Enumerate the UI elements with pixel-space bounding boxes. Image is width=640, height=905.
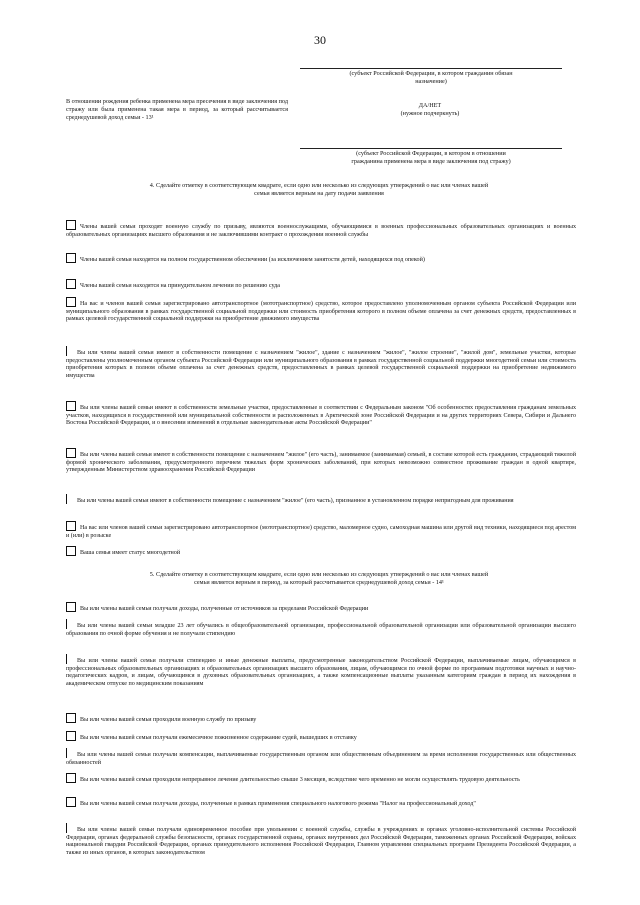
section-5-heading [64, 571, 574, 587]
item-text: Вы или члены вашей семьи имеют в собственности помещение с назначением "жилое" (его часть), занимаемое (занимаемая) семьей, в составе которой есть гражданин, страдающий тяжелой формой хронического заболевания, предусмотренного перечнем тяжелых форм хронических заболеваний, при которых невозможно совместное проживание граждан в одной квартире, утвержденным Министерством здравоохранения Российской Федерации [66, 452, 576, 474]
checkbox[interactable] [66, 654, 73, 664]
checkbox-item [66, 748, 576, 767]
item-text: Члены вашей семьи находятся на полном государственном обеспечении (за исключением занятости детей, находящихся под опекой) [80, 257, 425, 263]
item-text: Вы или члены вашей семьи проходили военную службу по призыву [80, 717, 257, 723]
checkbox-item [66, 713, 576, 725]
yes-no-value: ДА/НЕТ [418, 102, 442, 109]
item-text: Вы или члены вашей семьи младше 23 лет обучались в общеобразовательной организации, профессиональной образовательной организации или образовательной организации высшего образования по очной форме обучения и не получали стипендию [66, 623, 576, 637]
checkbox[interactable] [66, 220, 76, 230]
checkbox[interactable] [66, 253, 76, 263]
page-number: 30 [314, 33, 326, 47]
yes-no-choice [370, 102, 490, 118]
item-text: Вы или члены вашей семьи получали доходы, полученные в рамках применения специального налогового режима "Налог на профессиональный доход" [80, 801, 476, 807]
blank-line [300, 148, 562, 149]
subject-note-line-1: (субъект Российской Федерации, в котором гражданин обязан [349, 70, 513, 77]
item-text: Вы или члены вашей семьи получали компенсации, выплачиваемые государственным органом или общественным объединением за время исполнения государственных или общественных обязанностей [66, 752, 576, 766]
checkbox[interactable] [66, 448, 76, 458]
checkbox[interactable] [66, 748, 73, 758]
checkbox-item [66, 823, 576, 857]
checkbox-item [66, 773, 576, 785]
item-text: Вы или члены вашей семьи имеют в собственности помещение с назначением "жилое", здание с назначением "жилое", "жилое строение", "жилой дом", земельные участки, которые предоставлены уполномоченным органом субъекта Российской Федерации или муниципального образования в рамках государственной социальной поддержки многодетной семьи или стоимость приобретения которых в полном объеме оплачена за счет денежных средств, предоставленных в рамках целевой государственной социальной поддержки на приобретение недвижимого имущества [66, 350, 576, 379]
checkbox[interactable] [66, 546, 76, 556]
item-text: Вы или члены вашей семьи проходили непрерывное лечение длительностью свыше 3 месяцев, вследствие чего временно не могли осуществлять трудовую деятельность [80, 777, 520, 783]
checkbox[interactable] [66, 602, 76, 612]
checkbox[interactable] [66, 494, 73, 504]
yes-no-note: (нужное подчеркнуть) [400, 110, 460, 117]
checkbox[interactable] [66, 297, 76, 307]
checkbox[interactable] [66, 346, 73, 356]
section-5-heading-line-2: семьи является верным в период, за который рассчитывается среднедушевой доход семьи - 14¹ [194, 579, 444, 586]
checkbox-item [66, 602, 576, 614]
checkbox-item [66, 253, 576, 265]
detention-statement: В отношении рождения ребенка применена мера пресечения в виде заключения под стражу или была применена такая мера в период, за который рассчитывается среднедушевой доход семьи - 13¹ [66, 98, 288, 121]
subject-note-line-4: гражданина применена мера в виде заключения под стражу) [351, 158, 511, 165]
checkbox-item [66, 297, 576, 324]
subject-note-line-3: (субъект Российской Федерации, в котором в отношении [356, 150, 506, 157]
checkbox-item [66, 448, 576, 475]
section-4-heading [64, 182, 574, 198]
item-text: На вас или членов вашей семьи зарегистрировано автотранспортное (мототранспортное) средство, маломерное судно, самоходная машина или другой вид техники, находящиеся под арестом и (или) в розыске [66, 525, 576, 539]
section-4-heading-line-2: семьи является верным на дату подачи заявления [254, 190, 384, 197]
checkbox[interactable] [66, 773, 76, 783]
section-4-heading-line-1: 4. Сделайте отметку в соответствующем квадрате, если одно или несколько из следующих утверждений о вас или членах вашей [149, 182, 489, 189]
blank-line [300, 68, 562, 69]
item-text: Вы или члены вашей семьи получали единовременное пособие при увольнении с военной службы, службы в учреждениях и органах уголовно-исполнительной системы Российской Федерации, органах федеральной службы безопасности, органах государственной охраны, органах внутренних дел Российской Федерации, таможенных органах Российской Федерации, войсках национальной гвардии Российской Федерации, органах принудительного исполнения Российской Федерации, Главном управлении специальных программ Президента Российской Федерации, а также из иных органов, в которых законодательством [66, 827, 576, 856]
checkbox-item [66, 220, 576, 239]
checkbox-item [66, 401, 576, 428]
item-text: Вы или члены вашей семьи получали стипендию и иные денежные выплаты, предусмотренные законодательством Российской Федерации, выплачиваемые лицам, обучающимся в профессиональных образовательных организациях и образовательных организациях высшего образования, лицам, обучающимся по очной форме по программам подготовки научных и научно-педагогических кадров, и лицам, обучающимся в духовных образовательных организациях, а также компенсационные выплаты указанным категориям граждан в период их нахождения в академическом отпуске по медицинским показаниям [66, 658, 576, 687]
checkbox-item [66, 279, 576, 291]
item-text: На вас и членов вашей семьи зарегистрировано автотранспортное (мототранспортное) средство, которое предоставлено уполномоченным органом субъекта Российской Федерации или муниципального образования в рамках государственной социальной поддержки или стоимость приобретения которого в полном объеме оплачена за счет денежных средств, предоставленных в рамках целевой государственной социальной поддержки на приобретение движимого имущества [66, 301, 576, 323]
checkbox-item [66, 546, 576, 558]
checkbox[interactable] [66, 797, 76, 807]
checkbox-item [66, 797, 576, 809]
subject-note-line-2: назначение) [415, 78, 447, 85]
checkbox-item [66, 731, 576, 743]
item-text: Вы или члены вашей семьи получали ежемесячное пожизненное содержание судей, вышедших в отставку [80, 735, 357, 741]
checkbox[interactable] [66, 279, 76, 289]
item-text: Вы или члены вашей семьи получали доходы, полученные от источников за пределами Российской Федерации [80, 606, 369, 612]
checkbox[interactable] [66, 713, 76, 723]
checkbox-item [66, 619, 576, 638]
item-text: Члены вашей семьи находятся на принудительном лечении по решению суда [80, 283, 280, 289]
item-text: Ваша семья имеет статус многодетной [80, 550, 181, 556]
subject-note-top [300, 68, 562, 86]
checkbox[interactable] [66, 823, 73, 833]
checkbox-item [66, 654, 576, 688]
item-text: Члены вашей семьи проходят военную службу по призыву, являются военнослужащими, обучающимися в военных профессиональных образовательных организациях и военных образовательных организациях высшего образования и не заключившими контракт о прохождении военной службы [66, 224, 576, 238]
subject-note-bottom [300, 148, 562, 166]
checkbox[interactable] [66, 521, 76, 531]
section-5-heading-line-1: 5. Сделайте отметку в соответствующем квадрате, если одно или несколько из следующих утверждений о вас или членах вашей [149, 571, 489, 578]
checkbox-item [66, 494, 576, 506]
checkbox[interactable] [66, 619, 73, 629]
checkbox[interactable] [66, 401, 76, 411]
item-text: Вы или члены вашей семьи имеют в собственности земельные участки, предоставленные в соответствии с Федеральным законом "Об особенностях предоставления гражданам земельных участков, находящихся в государственной или муниципальной собственности и расположенных в Арктической зоне Российской Федерации и на других территориях Севера, Сибири и Дальнего Востока Российской Федерации, и о внесении изменений в отдельные законодательные акты Российской Федерации" [66, 405, 576, 427]
item-text: Вы или члены вашей семьи имеют в собственности помещение с назначением "жилое" (его часть), признанное в установленном порядке непригодным для проживания [77, 498, 514, 504]
checkbox-item [66, 346, 576, 380]
checkbox[interactable] [66, 731, 76, 741]
checkbox-item [66, 521, 576, 540]
